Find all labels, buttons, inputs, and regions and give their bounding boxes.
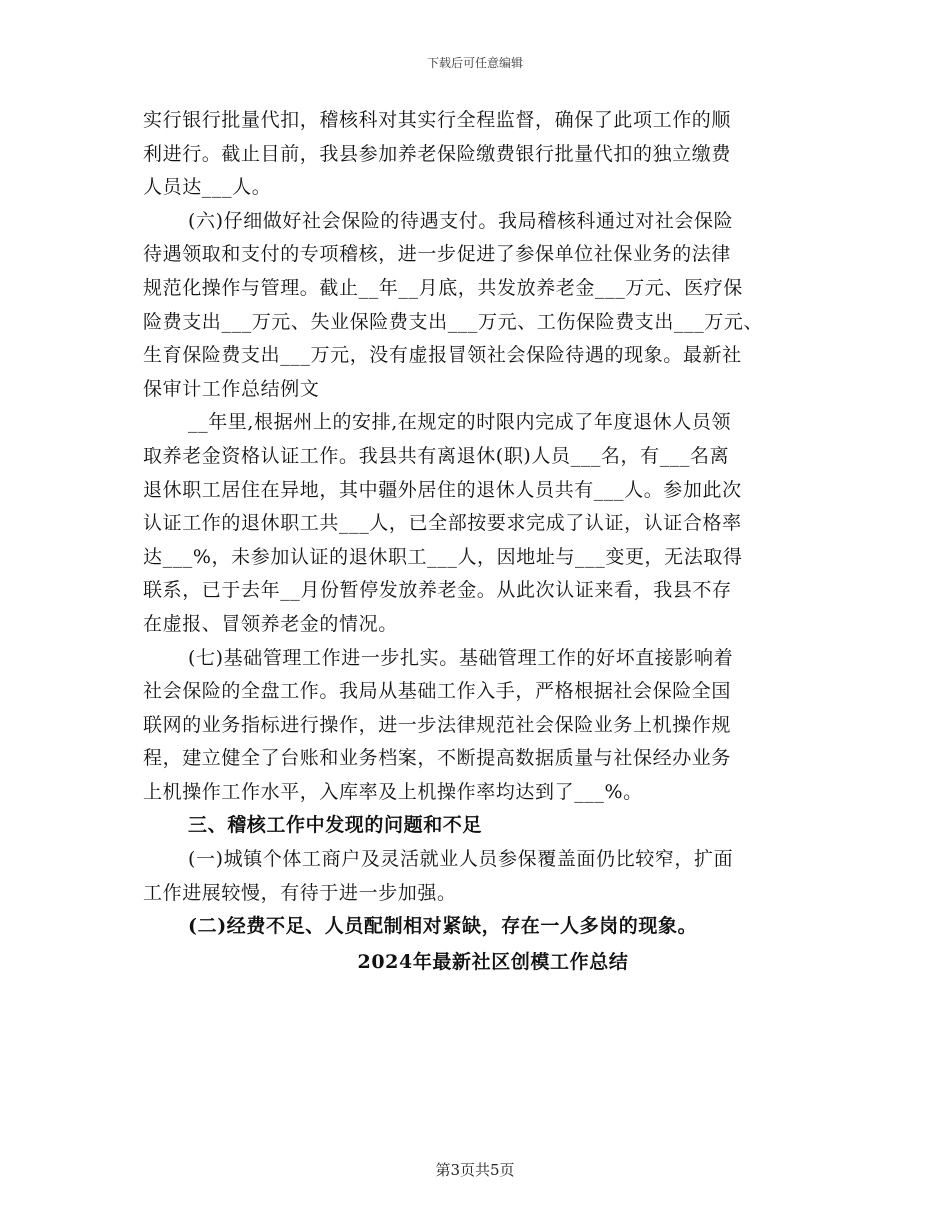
text-line: 联网的业务指标进行操作，进一步法律规范社会保险业务上机操作规	[143, 713, 732, 736]
text-line: 程，建立健全了台账和业务档案，不断提高数据质量与社保经办业务	[143, 747, 732, 770]
section-heading: 三、稽核工作中发现的问题和不足	[188, 814, 483, 837]
document-body	[143, 104, 823, 979]
text-line: 联系，已于去年__月份暂停发放养老金。从此次认证来看，我县不存	[143, 579, 732, 602]
paragraph-start-line: (七)基础管理工作进一步扎实。基础管理工作的好坏直接影响着	[188, 646, 734, 669]
paragraph-start-line: (六)仔细做好社会保险的待遇支付。我局稽核科通过对社会保险	[188, 209, 734, 232]
text-line: 在虚报、冒领养老金的情况。	[143, 612, 398, 635]
text-line: 取养老金资格认证工作。我县共有离退休(职)人员___名，有___名离	[143, 444, 730, 467]
next-article-title: 2024年最新社区创模工作总结	[357, 950, 629, 973]
text-line: 险费支出___万元、失业保险费支出___万元、工伤保险费支出___万元、	[143, 310, 764, 333]
text-line: 上机操作工作水平，入库率及上机操作率均达到了___%。	[143, 780, 643, 803]
page-header-note: 下载后可任意编辑	[426, 56, 523, 70]
paragraph-start-line: (一)城镇个体工商户及灵活就业人员参保覆盖面仍比较窄，扩面	[188, 848, 734, 871]
paragraph-start-line: __年里,根据州上的安排,在规定的时限内完成了年度退休人员领	[188, 411, 732, 434]
page-number: 第3页共5页	[435, 1161, 515, 1179]
text-line: 生育保险费支出___万元，没有虚报冒领社会保险待遇的现象。最新社	[143, 344, 742, 367]
bold-paragraph-line: (二)经费不足、人员配制相对紧缺，存在一人多岗的现象。	[188, 915, 698, 938]
text-line: 达___%，未参加认证的退休职工___人，因地址与___变更，无法取得	[143, 545, 743, 568]
text-line: 工作进展较慢，有待于进一步加强。	[143, 881, 457, 904]
text-line: 人员达___人。	[143, 176, 272, 199]
text-line: 规范化操作与管理。截止__年__月底，共发放养老金___万元、医疗保	[143, 276, 743, 299]
text-line: 社会保险的全盘工作。我局从基础工作入手，严格根据社会保险全国	[143, 680, 732, 703]
text-line: 认证工作的退休职工共___人，已全部按要求完成了认证，认证合格率	[143, 512, 742, 535]
text-line: 利进行。截止目前，我县参加养老保险缴费银行批量代扣的独立缴费	[143, 142, 732, 165]
text-line: 实行银行批量代扣，稽核科对其实行全程监督，确保了此项工作的顺	[143, 109, 732, 131]
text-line: 保审计工作总结例文	[143, 377, 320, 400]
text-line: 退休职工居住在异地，其中疆外居住的退休人员共有___人。参加此次	[143, 478, 742, 501]
text-line: 待遇领取和支付的专项稽核，进一步促进了参保单位社保业务的法律	[143, 243, 732, 266]
